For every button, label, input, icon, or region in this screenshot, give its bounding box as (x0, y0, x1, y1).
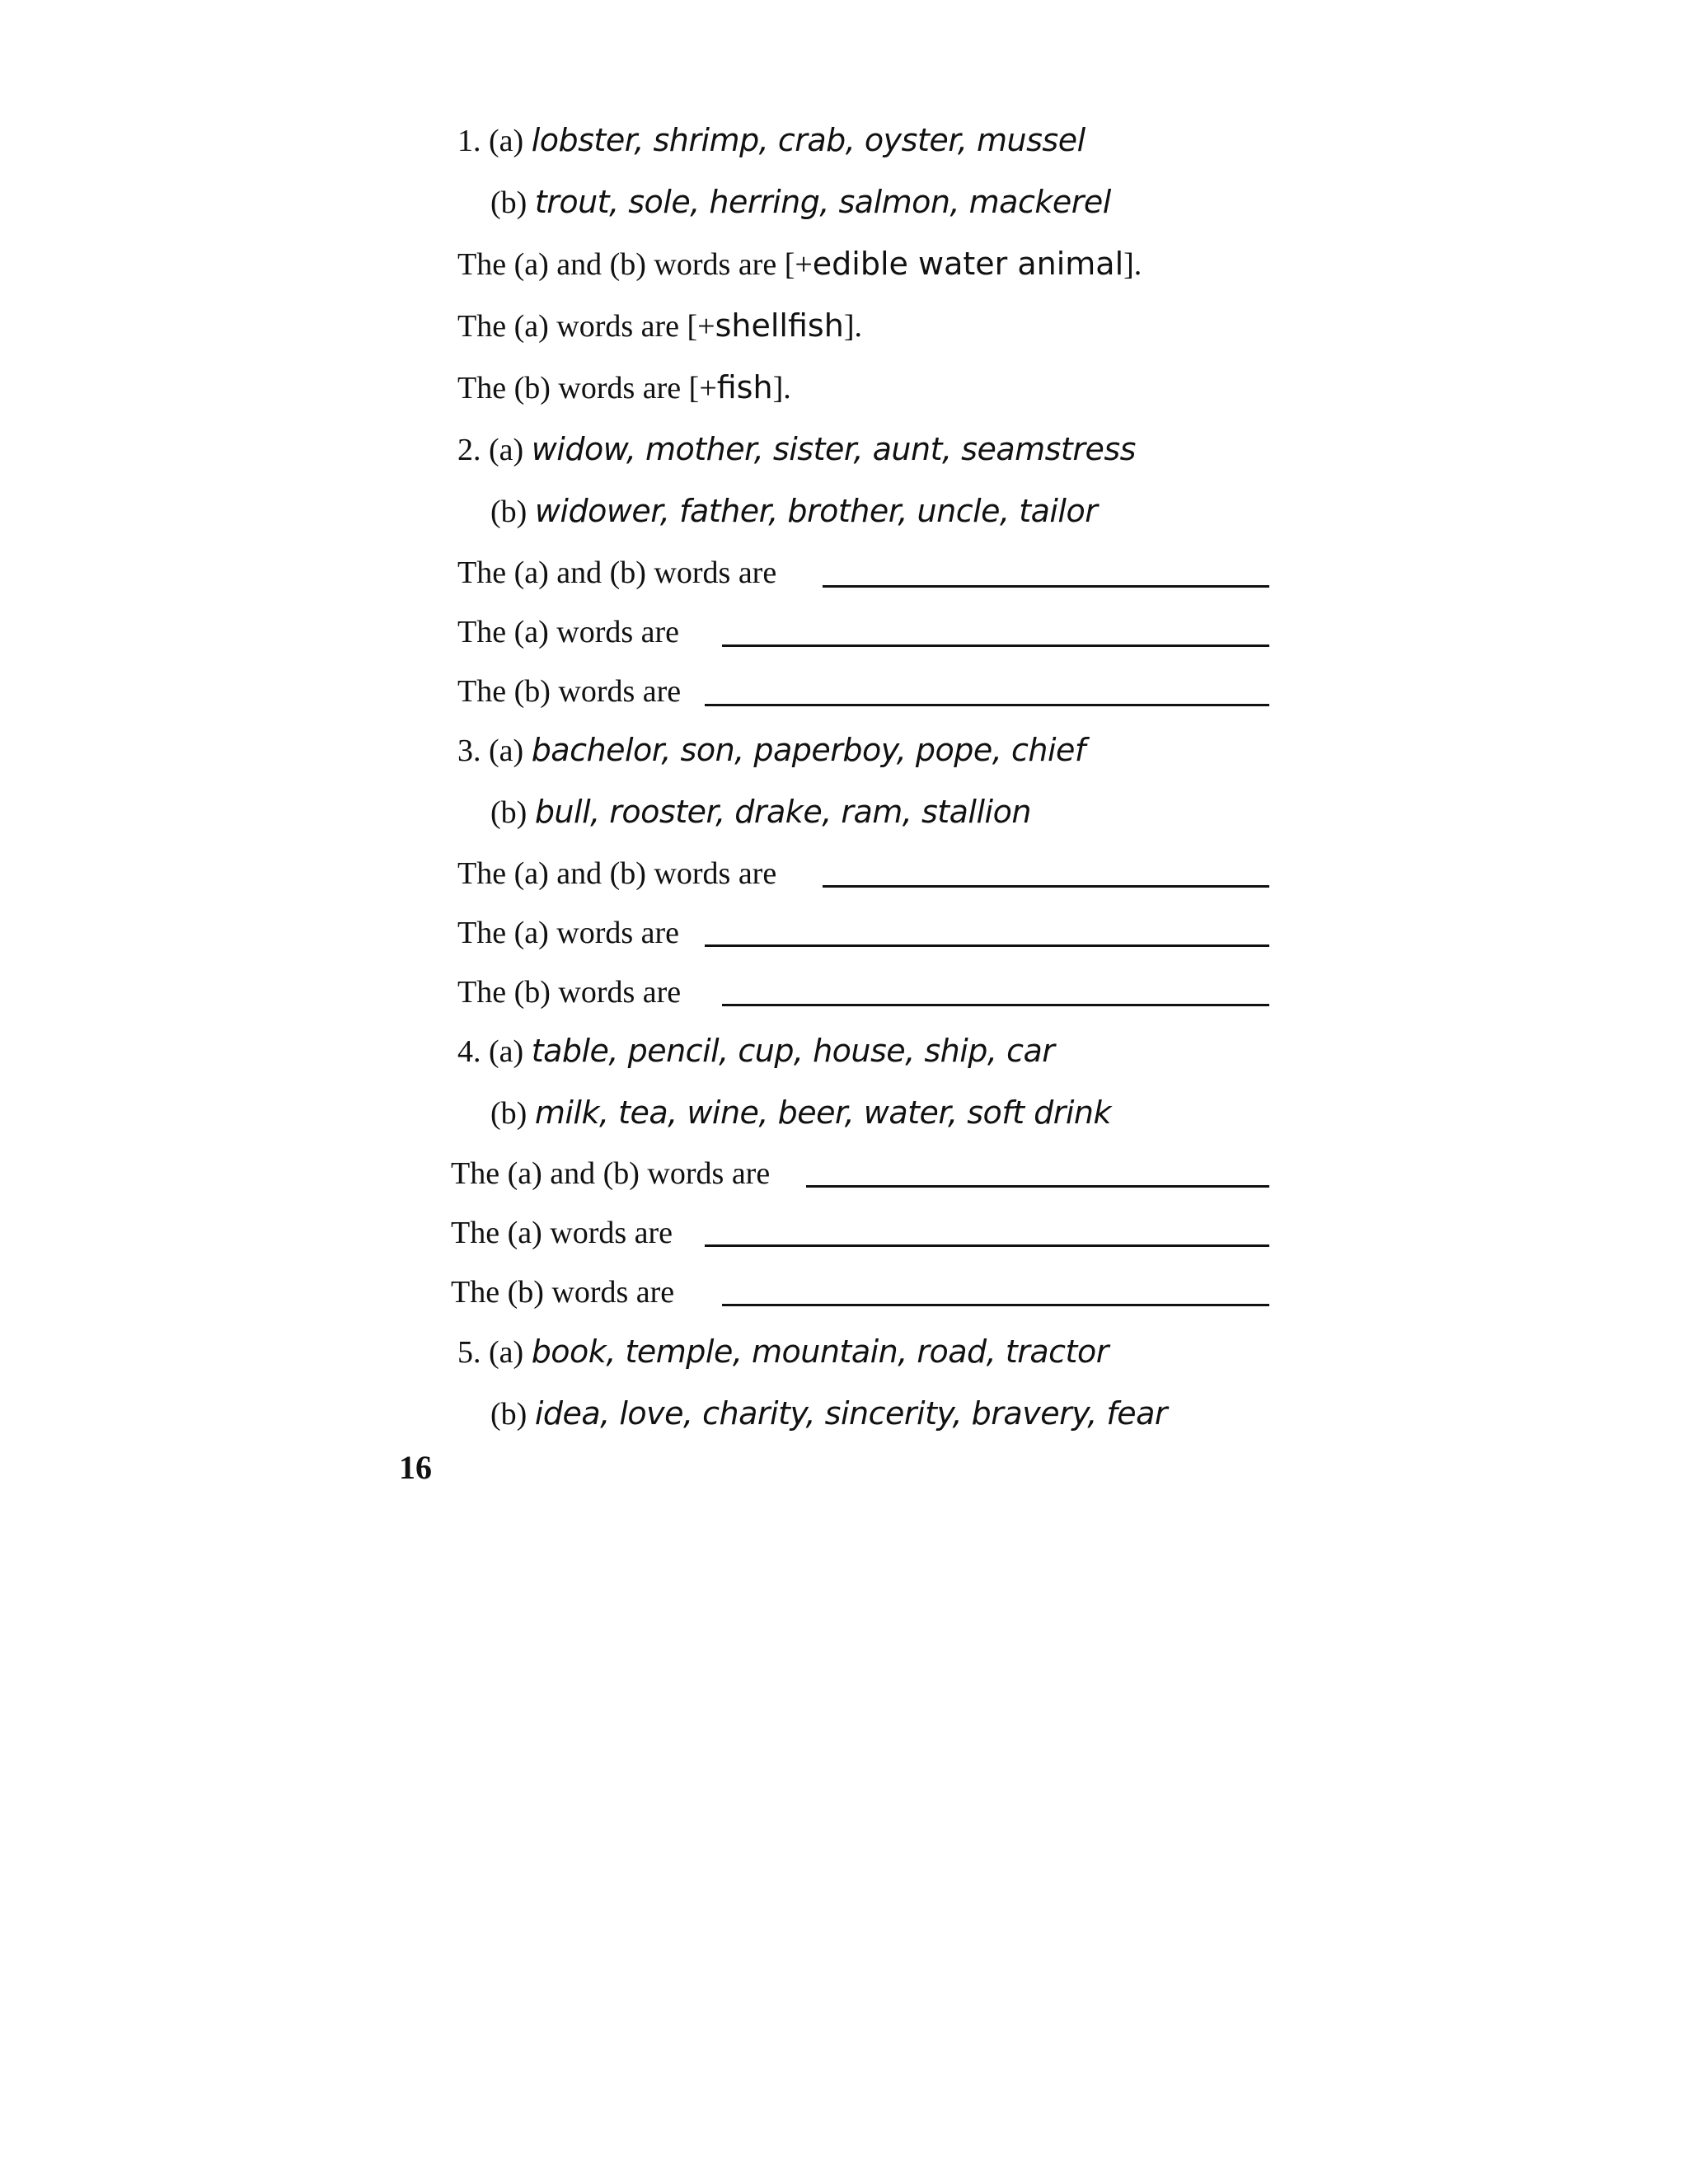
item-label-b: (b) (490, 185, 528, 220)
exercise-2-both-blank[interactable] (823, 585, 1269, 588)
exercise-3-both-prompt: The (a) and (b) words are (457, 856, 777, 891)
exercise-number: 5. (457, 1335, 481, 1370)
word-list-b: trout, sole, herring, salmon, mackerel (534, 184, 1111, 220)
item-label-b: (b) (490, 494, 528, 529)
handwritten-answer: shellfish (715, 307, 844, 344)
exercise-3-b-line (490, 787, 1031, 837)
exercise-4-b-blank[interactable] (722, 1304, 1269, 1306)
answer-suffix: ]. (772, 371, 791, 405)
word-list-a: bachelor, son, paperboy, pope, chief (531, 732, 1085, 768)
word-list-b: bull, rooster, drake, ram, stallion (534, 794, 1031, 830)
exercise-3-b-prompt: The (b) words are (457, 975, 682, 1010)
item-label-a: (a) (489, 1034, 524, 1069)
exercise-4-both-blank[interactable] (806, 1185, 1269, 1188)
word-list-a: lobster, shrimp, crab, oyster, mussel (531, 122, 1085, 158)
handwritten-answer: fish (716, 369, 773, 405)
exercise-4-a-blank[interactable] (705, 1244, 1269, 1247)
exercise-3-both-blank[interactable] (823, 885, 1269, 888)
exercise-3-a-line (457, 725, 1085, 775)
answer-suffix: ]. (1123, 247, 1142, 282)
exercise-5-a-line (457, 1327, 1109, 1376)
answer-suffix: ]. (843, 309, 862, 344)
exercise-4-b-prompt: The (b) words are (451, 1275, 675, 1310)
word-list-a: widow, mother, sister, aunt, seamstress (531, 431, 1136, 467)
answer-prefix: The (b) words are [+ (457, 371, 717, 405)
exercise-2-b-line (490, 486, 1097, 536)
exercise-2-a-blank[interactable] (722, 644, 1269, 647)
exercise-4-a-prompt: The (a) words are (451, 1216, 673, 1250)
item-label-a: (a) (489, 1335, 524, 1370)
exercise-2-b-blank[interactable] (705, 704, 1269, 706)
exercise-3-b-blank[interactable] (722, 1004, 1269, 1006)
word-list-b: widower, father, brother, uncle, tailor (534, 493, 1098, 529)
item-label-b: (b) (490, 1397, 528, 1432)
answer-prefix: The (a) words are [+ (457, 309, 715, 344)
exercise-number: 1. (457, 124, 481, 158)
handwritten-answer: edible water animal (812, 246, 1124, 282)
page-number: 16 (399, 1449, 432, 1486)
exercise-2-b-prompt: The (b) words are (457, 674, 682, 709)
exercise-1-b-answer (457, 363, 791, 412)
exercise-number: 2. (457, 433, 481, 467)
word-list-a: book, temple, mountain, road, tractor (531, 1333, 1109, 1370)
item-label-a: (a) (489, 124, 524, 158)
item-label-a: (a) (489, 433, 524, 467)
exercise-2-a-line (457, 424, 1136, 474)
exercise-4-b-line (490, 1088, 1111, 1137)
exercise-5-b-line (490, 1389, 1167, 1438)
exercise-4-a-line (457, 1026, 1054, 1076)
exercise-2-both-prompt: The (a) and (b) words are (457, 555, 777, 590)
exercise-4-both-prompt: The (a) and (b) words are (451, 1156, 771, 1191)
item-label-b: (b) (490, 795, 528, 830)
word-list-b: milk, tea, wine, beer, water, soft drink (534, 1094, 1111, 1131)
answer-prefix: The (a) and (b) words are [+ (457, 247, 813, 282)
exercise-1-a-answer (457, 301, 862, 350)
exercise-1-both-answer (457, 239, 1142, 288)
word-list-a: table, pencil, cup, house, ship, car (531, 1033, 1055, 1069)
exercise-3-a-blank[interactable] (705, 944, 1269, 947)
exercise-1-a-line (457, 115, 1085, 165)
exercise-1-b-line (490, 177, 1111, 227)
item-label-b: (b) (490, 1096, 528, 1131)
exercise-number: 3. (457, 733, 481, 768)
exercise-2-a-prompt: The (a) words are (457, 615, 680, 649)
exercise-number: 4. (457, 1034, 481, 1069)
item-label-a: (a) (489, 733, 524, 768)
exercise-3-a-prompt: The (a) words are (457, 916, 680, 950)
word-list-b: idea, love, charity, sincerity, bravery, fear (534, 1395, 1168, 1432)
